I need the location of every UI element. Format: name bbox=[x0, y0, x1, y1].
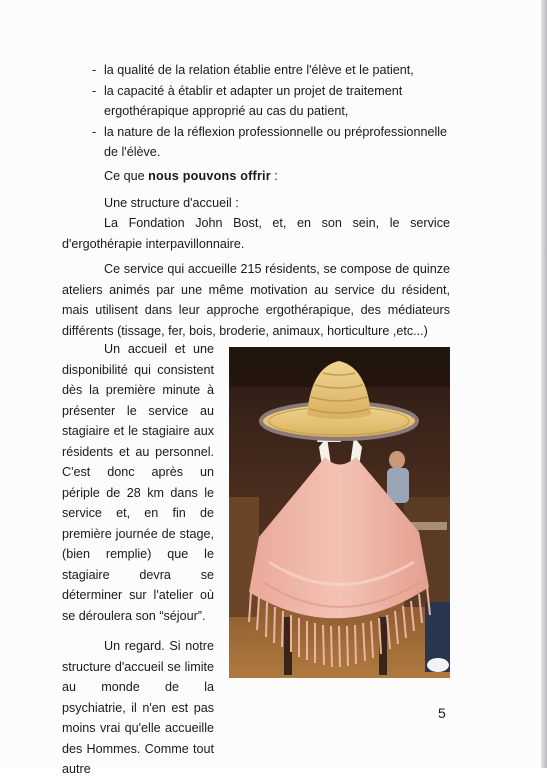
list-item bbox=[92, 81, 457, 122]
poncho-hat-illustration bbox=[229, 347, 450, 678]
list-item bbox=[92, 122, 457, 163]
evaluation-criteria-list bbox=[92, 60, 457, 163]
fondation-paragraph: La Fondation John Bost, et, en son sein, le service d'ergothérapie interpavillonnaire. bbox=[62, 216, 450, 251]
bullet-marker: - bbox=[92, 63, 97, 77]
list-item bbox=[92, 60, 457, 81]
regard-paragraph: Un regard. Si notre structure d'accueil se limite au monde de la psychiatrie, il n'en est pas moins vrai qu'elle accueille des Hommes. Comme tout autre bbox=[62, 639, 214, 776]
weaving-photo bbox=[229, 347, 450, 678]
list-item-text: la nature de la réflexion professionnelle ou préprofessionnelle de l'élève. bbox=[104, 124, 448, 159]
list-item-text: la capacité à établir et adapter un projet de traitement ergothérapique approprié au cas du patient, bbox=[104, 83, 403, 118]
list-item-text: la qualité de la relation établie entre l'élève et le patient, bbox=[104, 63, 414, 77]
bullet-marker: - bbox=[92, 83, 97, 98]
text-column bbox=[62, 339, 214, 780]
structure-heading: Une structure d'accueil : bbox=[104, 196, 239, 210]
welcome-paragraph: Un accueil et une disponibilité qui consistent dès la première minute à présenter le service au stagiaire et le stagiaire aux résidents et au personnel. C'est donc après un périple de 28 km dans le service et, en fin de première journée de stage, (bien remplie) que le stagiaire devra se déterminer sur l'atelier où se déroulera son “séjour”. bbox=[62, 342, 214, 623]
bullet-marker: - bbox=[92, 124, 97, 139]
page-number: 5 bbox=[438, 705, 446, 721]
offer-emphasis: nous pouvons offrir bbox=[148, 169, 271, 183]
service-paragraph: Ce service qui accueille 215 résidents, se compose de quinze ateliers animés par une même motivation au service du résident, mais utilisent dans leur approche ergothérapique, des médiateurs différents (tissage, fer, bois, broderie, animaux, horticulture ,etc...) bbox=[62, 262, 450, 338]
offer-heading bbox=[62, 166, 450, 187]
offer-suffix: : bbox=[270, 169, 278, 183]
offer-prefix: Ce que bbox=[104, 169, 149, 183]
page-edge-shadow bbox=[541, 0, 547, 768]
